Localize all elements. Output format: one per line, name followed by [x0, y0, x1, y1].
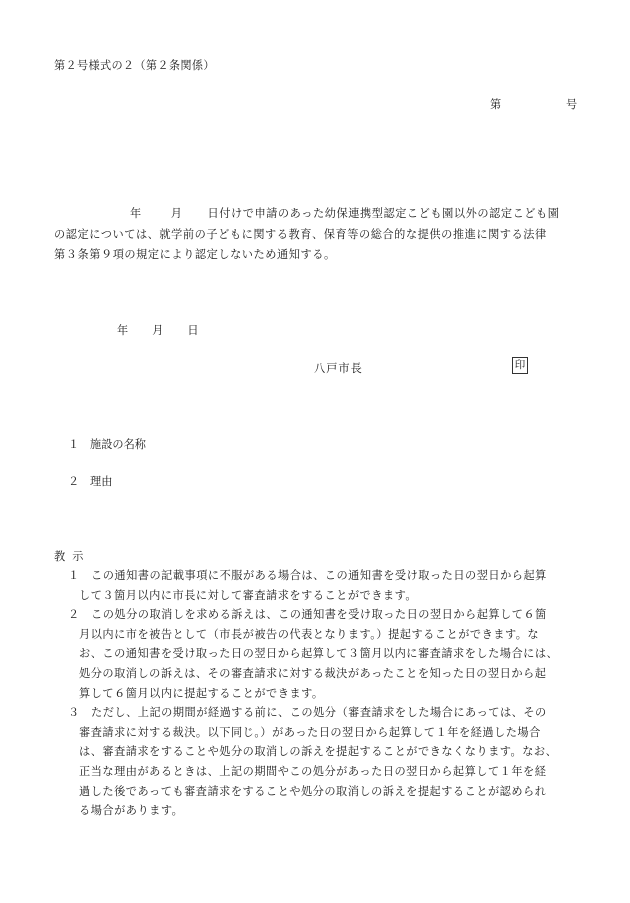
note-number: ３: [68, 706, 80, 720]
item-label: 施設の名称: [90, 438, 146, 451]
notice-body: [54, 204, 584, 266]
item-reason: [68, 473, 112, 489]
note-number: ２: [68, 608, 80, 622]
note-text-line: は、審査請求をすることや処分の取消しの訴えを提起することができなくなります。なお、: [79, 745, 558, 759]
notice-body-line-3: 第３条第９項の規定により認定しないため通知する。: [54, 248, 336, 261]
issue-date: [117, 322, 199, 338]
notice-body-line-2: の認定については、就学前の子どもに関する教育、保育等の総合的な提供の推進に関する法律: [54, 227, 547, 241]
issuer-title: 八戸市長: [314, 362, 363, 375]
note-1: [54, 566, 594, 605]
application-year-label: 年: [130, 207, 142, 220]
item-number: ２: [68, 475, 80, 488]
instructions-heading: 教示: [54, 550, 91, 563]
note-number: １: [68, 569, 80, 582]
document-number-prefix: 第: [490, 98, 502, 111]
note-text-line: 処分の取消しの訴えは、その審査請求に対する裁決があったことを知った日の翌日から起: [79, 666, 547, 680]
notice-body-text-1: 日付けで申請のあった幼保連携型認定こども園以外の認定こども園: [207, 207, 560, 220]
note-text-line: 月以内に市を被告として（市長が被告の代表となります。）提起することができます。な: [79, 627, 540, 641]
note-3: [54, 703, 594, 821]
note-text-line: 審査請求に対する裁決。以下同じ。）があった日の翌日から起算して１年を経過した場合: [79, 725, 541, 739]
note-text-line: ただし、上記の期間が経過する前に、この処分（審査請求をした場合にあっては、その: [91, 706, 547, 720]
seal-mark: 印: [512, 357, 528, 374]
notice-body-line-1: [54, 204, 584, 225]
issue-day-label: 日: [187, 324, 199, 337]
note-text-line: お、この通知書を受け取った日の翌日から起算して３箇月以内に審査請求をした場合には、: [79, 647, 559, 661]
note-text-line: 算して６箇月以内に提起することができます。: [79, 686, 324, 700]
issue-month-label: 月: [152, 324, 164, 337]
document-number-suffix: 号: [566, 98, 578, 111]
instructions-notes: [54, 566, 594, 821]
issue-year-label: 年: [117, 324, 129, 337]
note-text-line: この処分の取消しを求める訴えは、この通知書を受け取った日の翌日から起算して６箇: [91, 608, 547, 622]
item-facility-name: [68, 436, 146, 452]
note-text-line: して３箇月以内に市長に対して審査請求をすることができます。: [79, 588, 418, 602]
form-number-label: 第２号様式の２（第２条関係）: [54, 59, 215, 72]
item-label: 理由: [90, 475, 113, 488]
note-2: [54, 605, 594, 703]
item-number: １: [68, 438, 80, 451]
application-month-label: 月: [170, 207, 183, 220]
note-text-line: 過した後であっても審査請求をすることや処分の取消しの訴えを提起することが認められ: [79, 784, 547, 798]
note-text-line: 正当な理由があるときは、上記の期間やこの処分があった日の翌日から起算して１年を経: [79, 764, 547, 778]
note-text-line: この通知書の記載事項に不服がある場合は、この通知書を受け取った日の翌日から起算: [91, 569, 547, 582]
note-text-line: る場合があります。: [79, 804, 184, 818]
